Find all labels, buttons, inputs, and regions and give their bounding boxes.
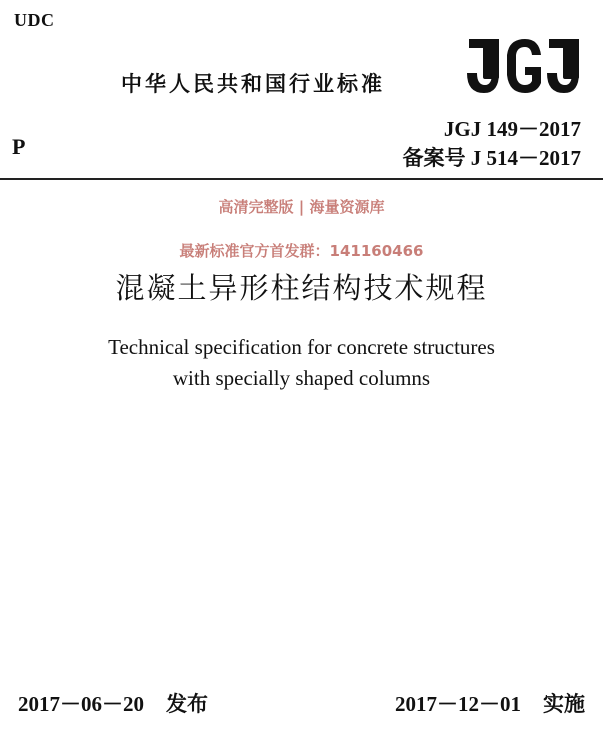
chinese-title: 混凝土异形柱结构技术规程 [115, 271, 488, 305]
english-title-line-2: with specially shaped columns [172, 366, 431, 390]
industry-standard-heading: 中华人民共和国行业标准 [121, 72, 385, 96]
logo-text: JGJ [465, 35, 467, 36]
implement-date: 2017－12－01 [395, 692, 521, 716]
watermark-line-1: 高清完整版 | 海量资源库 [218, 198, 385, 216]
udc-label: UDC [14, 10, 55, 30]
issue-date: 2017－06－20 [18, 692, 144, 716]
issue-label: 发布 [166, 692, 208, 716]
english-title-line-1: Technical specification for concrete structures [108, 335, 495, 359]
implement-label: 实施 [543, 692, 585, 716]
header-divider [0, 178, 603, 180]
jgj-logo [465, 35, 583, 97]
record-number: 备案号 J 514－2017 [402, 146, 581, 170]
implement-info [395, 688, 585, 718]
classification-letter: P [12, 134, 26, 159]
watermark-line-2: 最新标准官方首发群：141160466 [179, 242, 424, 260]
standard-number: JGJ 149－2017 [443, 117, 581, 141]
issue-info [18, 688, 208, 718]
